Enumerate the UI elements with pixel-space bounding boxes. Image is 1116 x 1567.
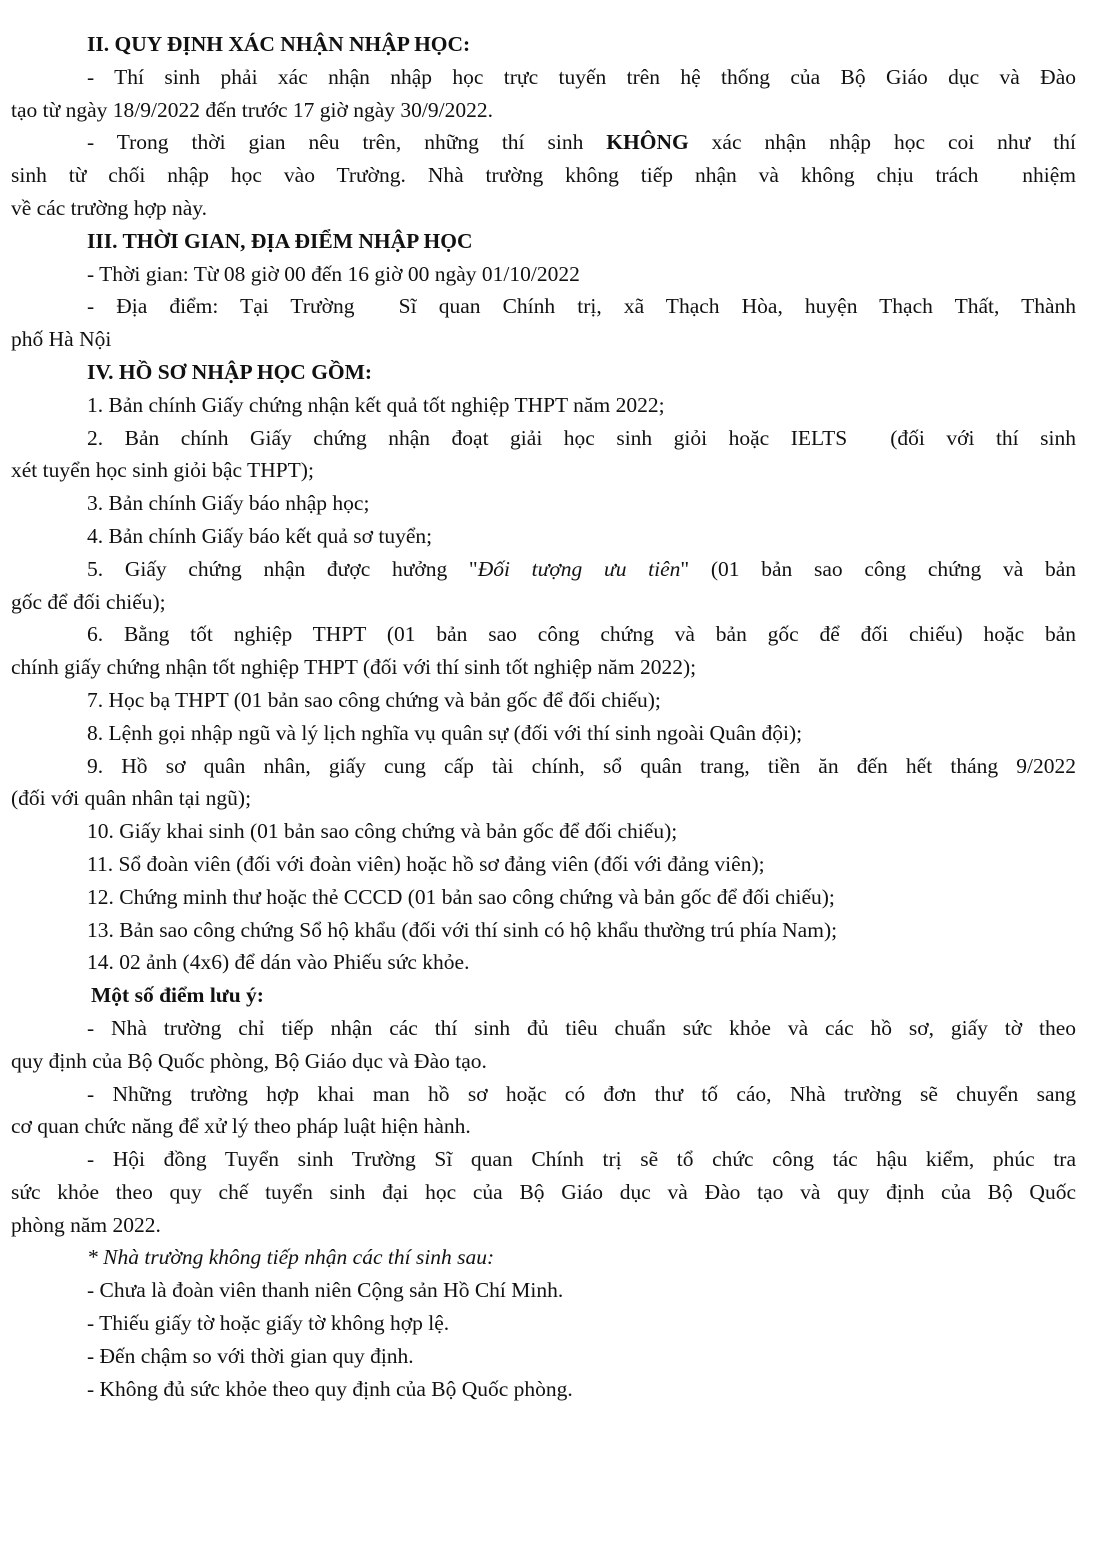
note-2-line-2: cơ quan chức năng để xử lý theo pháp luật hiện hành. [11,1114,471,1139]
section-3-heading: III. THỜI GIAN, ĐỊA ĐIỂM NHẬP HỌC [87,228,473,253]
note-3-line-1: - Hội đồng Tuyển sinh Trường Sĩ quan Chính trị sẽ tổ chức công tác hậu kiểm, phúc tra [87,1147,1076,1172]
list-item-continuation: xét tuyển học sinh giỏi bậc THPT); [11,458,314,483]
section-2-para-2-line-1 [11,126,1076,159]
list-item: 3. Bản chính Giấy báo nhập học; [87,491,370,516]
section-2-para-1-line-2: tạo từ ngày 18/9/2022 đến trước 17 giờ ngày 30/9/2022. [11,97,493,122]
reject-item: - Không đủ sức khỏe theo quy định của Bộ Quốc phòng. [87,1376,573,1401]
bold-text: KHÔNG [606,130,689,155]
list-item: 13. Bản sao công chứng Sổ hộ khẩu (đối với thí sinh có hộ khẩu thường trú phía Nam); [87,917,838,942]
admission-place-line-2: phố Hà Nội [11,327,112,352]
note-1-line-1: - Nhà trường chỉ tiếp nhận các thí sinh đủ tiêu chuẩn sức khỏe và các hồ sơ, giấy tờ theo [87,1015,1076,1040]
list-item: 11. Sổ đoàn viên (đối với đoàn viên) hoặc hồ sơ đảng viên (đối với đảng viên); [87,851,765,876]
list-item: 9. Hồ sơ quân nhân, giấy cung cấp tài chính, sổ quân trang, tiền ăn đến hết tháng 9/2022 [87,753,1076,778]
admission-time: - Thời gian: Từ 08 giờ 00 đến 16 giờ 00 ngày 01/10/2022 [87,261,580,286]
list-item: 12. Chứng minh thư hoặc thẻ CCCD (01 bản sao công chứng và bản gốc để đối chiếu); [87,884,835,909]
list-item [11,553,1076,586]
notes-heading: Một số điểm lưu ý: [91,983,264,1008]
text-run: " (01 bản sao công chứng và bản [680,556,1076,581]
reject-item: - Chưa là đoàn viên thanh niên Cộng sản Hồ Chí Minh. [87,1278,564,1303]
list-item-continuation: chính giấy chứng nhận tốt nghiệp THPT (đối với thí sinh tốt nghiệp năm 2022); [11,655,697,680]
list-item: 4. Bản chính Giấy báo kết quả sơ tuyển; [87,523,433,548]
list-item-continuation: (đối với quân nhân tại ngũ); [11,786,252,811]
text-run: - Trong thời gian nêu trên, những thí sinh [87,130,607,155]
section-4-heading: IV. HỒ SƠ NHẬP HỌC GỒM: [87,359,373,384]
list-item: 14. 02 ảnh (4x6) để dán vào Phiếu sức khỏe. [87,950,470,975]
list-item-continuation: gốc để đối chiếu); [11,589,166,614]
list-item: 8. Lệnh gọi nhập ngũ và lý lịch nghĩa vụ quân sự (đối với thí sinh ngoài Quân đội); [87,720,803,745]
list-item: 7. Học bạ THPT (01 bản sao công chứng và bản gốc để đối chiếu); [87,687,661,712]
section-2-para-2-line-3: về các trường hợp này. [11,195,207,220]
italic-text: Đối tượng ưu tiên [477,556,681,581]
list-item: 10. Giấy khai sinh (01 bản sao công chứng và bản gốc để đối chiếu); [87,819,678,844]
admission-place-line-1: - Địa điểm: Tại Trường Sĩ quan Chính trị, xã Thạch Hòa, huyện Thạch Thất, Thành [87,294,1076,319]
list-item: 2. Bản chính Giấy chứng nhận đoạt giải học sinh giỏi hoặc IELTS (đối với thí sinh [87,425,1076,450]
section-2-heading: II. QUY ĐỊNH XÁC NHẬN NHẬP HỌC: [87,32,471,56]
list-item: 6. Bằng tốt nghiệp THPT (01 bản sao công chứng và bản gốc để đối chiếu) hoặc bản [87,622,1076,647]
note-2-line-1: - Những trường hợp khai man hồ sơ hoặc có đơn thư tố cáo, Nhà trường sẽ chuyển sang [87,1081,1076,1106]
list-item: 1. Bản chính Giấy chứng nhận kết quả tốt nghiệp THPT năm 2022; [87,392,665,417]
note-3-line-2: sức khỏe theo quy chế tuyển sinh đại học của Bộ Giáo dục và Đào tạo và quy định của Bộ Quốc [11,1179,1076,1204]
section-2-para-2-line-2: sinh từ chối nhập học vào Trường. Nhà trường không tiếp nhận và không chịu trách nhiệm [11,163,1076,188]
section-2-para-1-line-1: - Thí sinh phải xác nhận nhập học trực tuyến trên hệ thống của Bộ Giáo dục và Đào [87,64,1076,89]
text-run: 5. Giấy chứng nhận được hưởng " [87,556,478,581]
note-1-line-2: quy định của Bộ Quốc phòng, Bộ Giáo dục và Đào tạo. [11,1048,487,1073]
reject-item: - Đến chậm so với thời gian quy định. [87,1343,414,1368]
note-3-line-3: phòng năm 2022. [11,1212,161,1237]
reject-heading: * Nhà trường không tiếp nhận các thí sinh sau: [87,1245,495,1270]
reject-item: - Thiếu giấy tờ hoặc giấy tờ không hợp lệ. [87,1311,450,1336]
text-run: xác nhận nhập học coi như thí [688,130,1076,155]
